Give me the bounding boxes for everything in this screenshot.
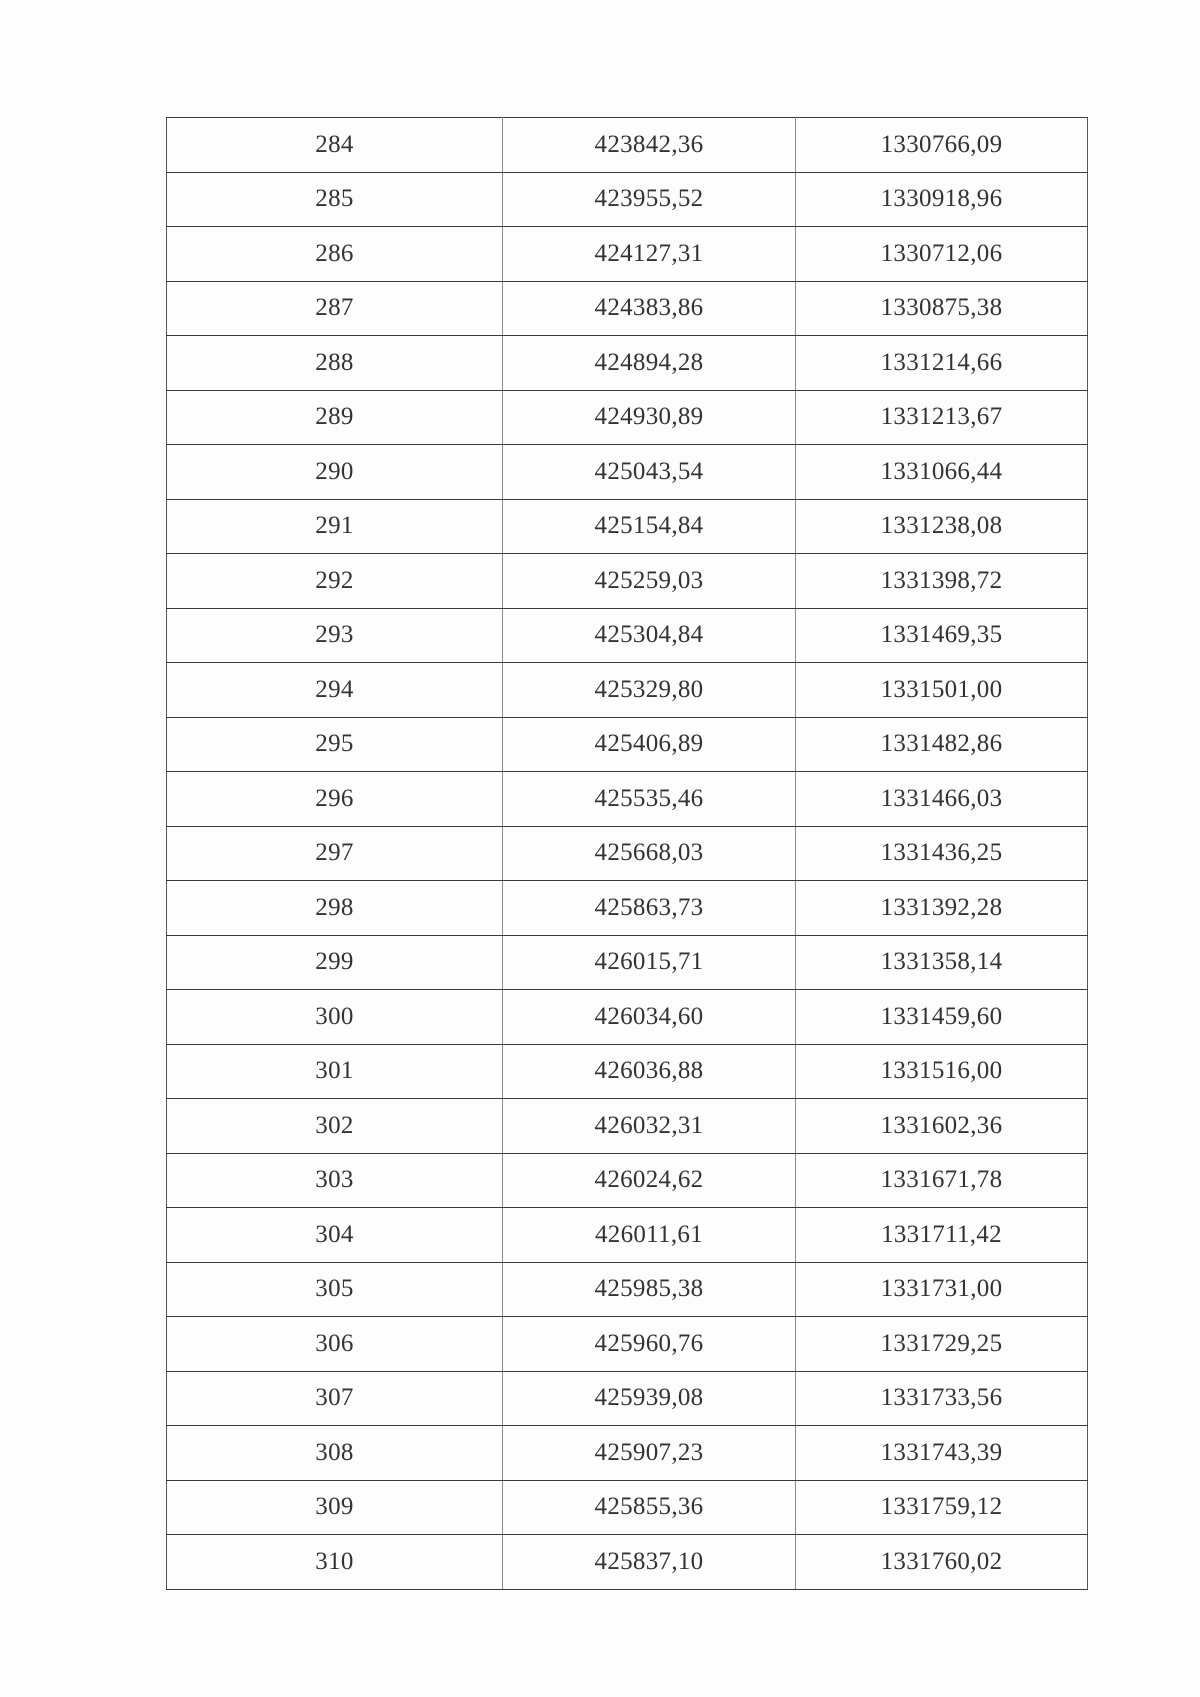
y-coordinate-cell: 1331731,00 (796, 1262, 1088, 1317)
coordinates-table-body (167, 118, 1088, 1590)
table-row (167, 1535, 1088, 1590)
x-coordinate-cell: 425668,03 (503, 826, 796, 881)
y-coordinate-cell: 1330918,96 (796, 172, 1088, 227)
point-number-cell: 295 (167, 717, 503, 772)
table-row (167, 1153, 1088, 1208)
table-row (167, 1208, 1088, 1263)
table-row (167, 227, 1088, 282)
table-row (167, 608, 1088, 663)
point-number-cell: 310 (167, 1535, 503, 1590)
y-coordinate-cell: 1331392,28 (796, 881, 1088, 936)
x-coordinate-cell: 425863,73 (503, 881, 796, 936)
table-row (167, 1317, 1088, 1372)
x-coordinate-cell: 424127,31 (503, 227, 796, 282)
table-row (167, 1044, 1088, 1099)
y-coordinate-cell: 1331469,35 (796, 608, 1088, 663)
x-coordinate-cell: 426034,60 (503, 990, 796, 1045)
point-number-cell: 292 (167, 554, 503, 609)
table-row (167, 554, 1088, 609)
x-coordinate-cell: 425406,89 (503, 717, 796, 772)
y-coordinate-cell: 1331759,12 (796, 1480, 1088, 1535)
point-number-cell: 294 (167, 663, 503, 718)
y-coordinate-cell: 1331733,56 (796, 1371, 1088, 1426)
x-coordinate-cell: 425259,03 (503, 554, 796, 609)
x-coordinate-cell: 426015,71 (503, 935, 796, 990)
x-coordinate-cell: 425855,36 (503, 1480, 796, 1535)
y-coordinate-cell: 1331436,25 (796, 826, 1088, 881)
y-coordinate-cell: 1331501,00 (796, 663, 1088, 718)
table-row (167, 1262, 1088, 1317)
table-row (167, 717, 1088, 772)
x-coordinate-cell: 425960,76 (503, 1317, 796, 1372)
point-number-cell: 301 (167, 1044, 503, 1099)
point-number-cell: 306 (167, 1317, 503, 1372)
x-coordinate-cell: 425837,10 (503, 1535, 796, 1590)
table-row (167, 1371, 1088, 1426)
y-coordinate-cell: 1331358,14 (796, 935, 1088, 990)
table-row (167, 990, 1088, 1045)
x-coordinate-cell: 425535,46 (503, 772, 796, 827)
point-number-cell: 297 (167, 826, 503, 881)
point-number-cell: 309 (167, 1480, 503, 1535)
y-coordinate-cell: 1331671,78 (796, 1153, 1088, 1208)
y-coordinate-cell: 1331066,44 (796, 445, 1088, 500)
x-coordinate-cell: 425939,08 (503, 1371, 796, 1426)
y-coordinate-cell: 1331238,08 (796, 499, 1088, 554)
y-coordinate-cell: 1331711,42 (796, 1208, 1088, 1263)
x-coordinate-cell: 423955,52 (503, 172, 796, 227)
table-row (167, 881, 1088, 936)
x-coordinate-cell: 424894,28 (503, 336, 796, 391)
point-number-cell: 288 (167, 336, 503, 391)
table-row (167, 663, 1088, 718)
x-coordinate-cell: 425154,84 (503, 499, 796, 554)
y-coordinate-cell: 1330712,06 (796, 227, 1088, 282)
coordinates-table (166, 117, 1088, 1590)
x-coordinate-cell: 423842,36 (503, 118, 796, 173)
table-row (167, 118, 1088, 173)
table-row (167, 172, 1088, 227)
point-number-cell: 287 (167, 281, 503, 336)
table-row (167, 1426, 1088, 1481)
y-coordinate-cell: 1330766,09 (796, 118, 1088, 173)
y-coordinate-cell: 1331729,25 (796, 1317, 1088, 1372)
x-coordinate-cell: 425985,38 (503, 1262, 796, 1317)
y-coordinate-cell: 1331213,67 (796, 390, 1088, 445)
y-coordinate-cell: 1331398,72 (796, 554, 1088, 609)
x-coordinate-cell: 425043,54 (503, 445, 796, 500)
point-number-cell: 303 (167, 1153, 503, 1208)
point-number-cell: 300 (167, 990, 503, 1045)
table-row (167, 499, 1088, 554)
x-coordinate-cell: 426032,31 (503, 1099, 796, 1154)
table-row (167, 281, 1088, 336)
x-coordinate-cell: 425907,23 (503, 1426, 796, 1481)
point-number-cell: 296 (167, 772, 503, 827)
point-number-cell: 289 (167, 390, 503, 445)
table-row (167, 445, 1088, 500)
y-coordinate-cell: 1331214,66 (796, 336, 1088, 391)
point-number-cell: 307 (167, 1371, 503, 1426)
y-coordinate-cell: 1331760,02 (796, 1535, 1088, 1590)
y-coordinate-cell: 1331466,03 (796, 772, 1088, 827)
table-row (167, 1099, 1088, 1154)
point-number-cell: 308 (167, 1426, 503, 1481)
y-coordinate-cell: 1331482,86 (796, 717, 1088, 772)
x-coordinate-cell: 424930,89 (503, 390, 796, 445)
x-coordinate-cell: 426011,61 (503, 1208, 796, 1263)
point-number-cell: 291 (167, 499, 503, 554)
x-coordinate-cell: 426024,62 (503, 1153, 796, 1208)
x-coordinate-cell: 426036,88 (503, 1044, 796, 1099)
point-number-cell: 298 (167, 881, 503, 936)
x-coordinate-cell: 424383,86 (503, 281, 796, 336)
y-coordinate-cell: 1331743,39 (796, 1426, 1088, 1481)
y-coordinate-cell: 1331516,00 (796, 1044, 1088, 1099)
point-number-cell: 293 (167, 608, 503, 663)
table-row (167, 826, 1088, 881)
table-row (167, 1480, 1088, 1535)
y-coordinate-cell: 1330875,38 (796, 281, 1088, 336)
point-number-cell: 286 (167, 227, 503, 282)
table-row (167, 772, 1088, 827)
x-coordinate-cell: 425329,80 (503, 663, 796, 718)
point-number-cell: 299 (167, 935, 503, 990)
point-number-cell: 304 (167, 1208, 503, 1263)
table-row (167, 336, 1088, 391)
table-row (167, 935, 1088, 990)
table-row (167, 390, 1088, 445)
y-coordinate-cell: 1331459,60 (796, 990, 1088, 1045)
point-number-cell: 285 (167, 172, 503, 227)
point-number-cell: 284 (167, 118, 503, 173)
x-coordinate-cell: 425304,84 (503, 608, 796, 663)
point-number-cell: 290 (167, 445, 503, 500)
point-number-cell: 305 (167, 1262, 503, 1317)
point-number-cell: 302 (167, 1099, 503, 1154)
y-coordinate-cell: 1331602,36 (796, 1099, 1088, 1154)
